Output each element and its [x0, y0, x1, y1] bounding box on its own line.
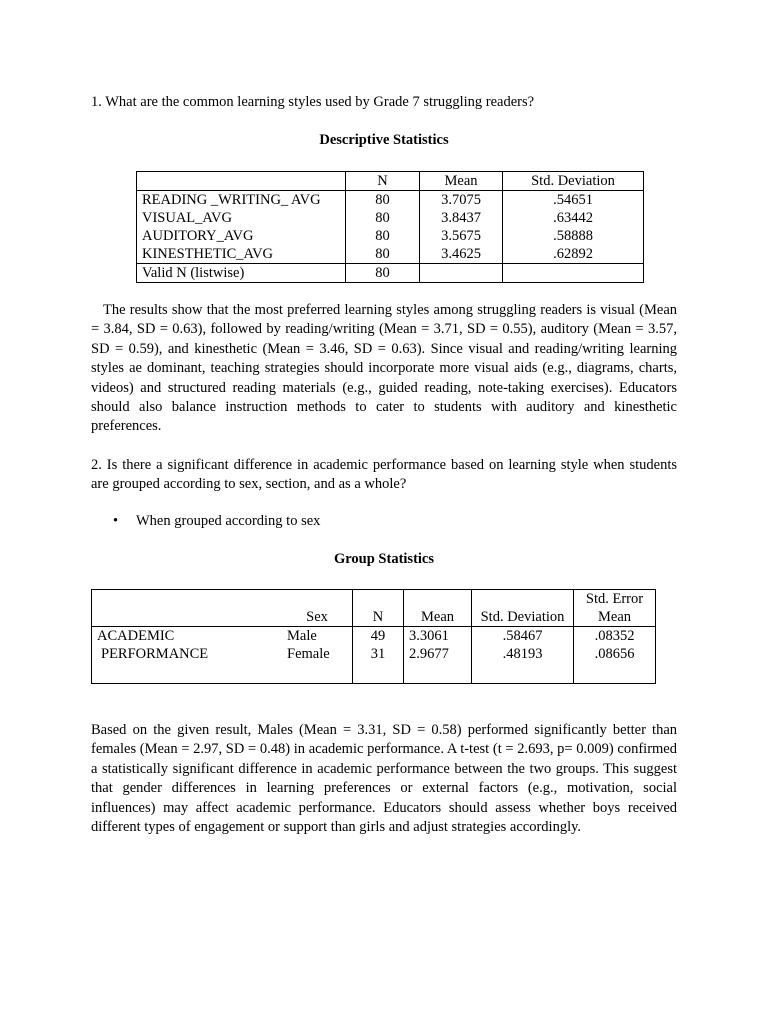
group-stats-table	[91, 589, 656, 684]
bullet-icon: •	[113, 513, 119, 529]
cell-sd	[503, 264, 644, 283]
row-label: READING _WRITING_ AVG	[137, 191, 346, 210]
question-2: 2. Is there a significant difference in academic performance based on learning style when students are grouped according to sex, section, and as a whole?	[91, 457, 677, 493]
table-row	[137, 227, 644, 245]
row-label: Valid N (listwise)	[137, 264, 346, 283]
cell-mean: 3.7075	[420, 191, 503, 210]
header-cell-sex: Sex	[282, 590, 353, 627]
header-cell-variable	[92, 590, 283, 627]
cell-n: 80	[346, 209, 420, 227]
bullet-item: When grouped according to sex	[136, 513, 321, 529]
header-se-line2: Mean	[597, 609, 631, 625]
cell-sex: Female	[287, 646, 330, 662]
cell-n: 80	[346, 227, 420, 245]
question-1: 1. What are the common learning styles used by Grade 7 struggling readers?	[91, 94, 535, 110]
table-row	[137, 245, 644, 264]
table-row	[92, 645, 656, 663]
cell-mean: 3.8437	[420, 209, 503, 227]
row-label: AUDITORY_AVG	[137, 227, 346, 245]
results-paragraph-1: The results show that the most preferred learning styles among struggling readers is visual (Mean = 3.84, SD = 0.63), followed by reading/writing (Mean = 3.71, SD = 0.55), auditory (Mean = 3.57, SD = 0.59), and kinesthetic (Mean = 3.46, SD = 0.63). Since visual and reading/writing learning styles ae dominant, teaching strategies should incorporate more visual aids (e.g., diagrams, charts, videos) and structured reading materials (e.g., guided reading, note-taking exercises). Educators should also balance instruction methods to cater to students with auditory and kinesthetic preferences.	[91, 302, 677, 435]
header-cell-mean: Mean	[404, 590, 472, 627]
cell-sd: .58467	[472, 627, 574, 646]
cell-sd: .62892	[503, 245, 644, 264]
cell-se: .08352	[574, 627, 656, 646]
results-paragraph-2: Based on the given result, Males (Mean = 3.31, SD = 0.58) performed significantly better than females (Mean = 2.97, SD = 0.48) in academic performance. A t-test (t = 2.693, p= 0.009) confirmed a statistically significant difference in academic performance between the two groups. This suggest that gender differences in learning preferences or external factors (e.g., motivation, social influences) may affect academic performance. Educators should assess whether boys received different types of engagement or support than girls and adjust strategies accordingly.	[91, 722, 677, 836]
cell-n: 80	[346, 191, 420, 210]
row-label: KINESTHETIC_AVG	[137, 245, 346, 264]
header-se-line1: Std. Error	[585, 591, 644, 607]
header-cell-se	[574, 590, 656, 627]
cell-mean: 3.3061	[404, 627, 472, 646]
cell-n: 49	[353, 627, 404, 646]
spacer-cell	[92, 663, 283, 684]
spacer-cell	[353, 663, 404, 684]
variable-label: ACADEMIC	[92, 627, 283, 646]
cell-mean: 3.5675	[420, 227, 503, 245]
cell-n: 80	[346, 245, 420, 264]
cell-sex: Male	[287, 628, 317, 644]
cell-n: 31	[353, 645, 404, 663]
spacer-cell	[472, 663, 574, 684]
table-row-spacer	[92, 663, 656, 684]
cell-mean	[420, 264, 503, 283]
header-cell-n: N	[353, 590, 404, 627]
table-header-row	[137, 172, 644, 191]
header-cell: Std. Deviation	[503, 172, 644, 191]
cell-sd: .63442	[503, 209, 644, 227]
spacer-cell	[574, 663, 656, 684]
spacer-cell	[282, 663, 353, 684]
cell-sd: .48193	[472, 645, 574, 663]
table-header-row	[92, 590, 656, 627]
cell-se: .08656	[574, 645, 656, 663]
table-row	[137, 264, 644, 283]
table-row	[137, 209, 644, 227]
header-cell	[137, 172, 346, 191]
group-stats-title: Group Statistics	[333, 551, 435, 567]
table-row	[137, 191, 644, 210]
cell-sd: .54651	[503, 191, 644, 210]
header-cell-sd: Std. Deviation	[472, 590, 574, 627]
variable-label: PERFORMANCE	[92, 645, 283, 663]
header-cell: N	[346, 172, 420, 191]
descriptive-stats-title: Descriptive Statistics	[319, 132, 449, 148]
cell-mean: 2.9677	[404, 645, 472, 663]
header-cell: Mean	[420, 172, 503, 191]
cell-sd: .58888	[503, 227, 644, 245]
spacer-cell	[404, 663, 472, 684]
row-label: VISUAL_AVG	[137, 209, 346, 227]
table-row	[92, 627, 656, 646]
cell-mean: 3.4625	[420, 245, 503, 264]
descriptive-stats-table	[136, 171, 644, 283]
cell-n: 80	[346, 264, 420, 283]
